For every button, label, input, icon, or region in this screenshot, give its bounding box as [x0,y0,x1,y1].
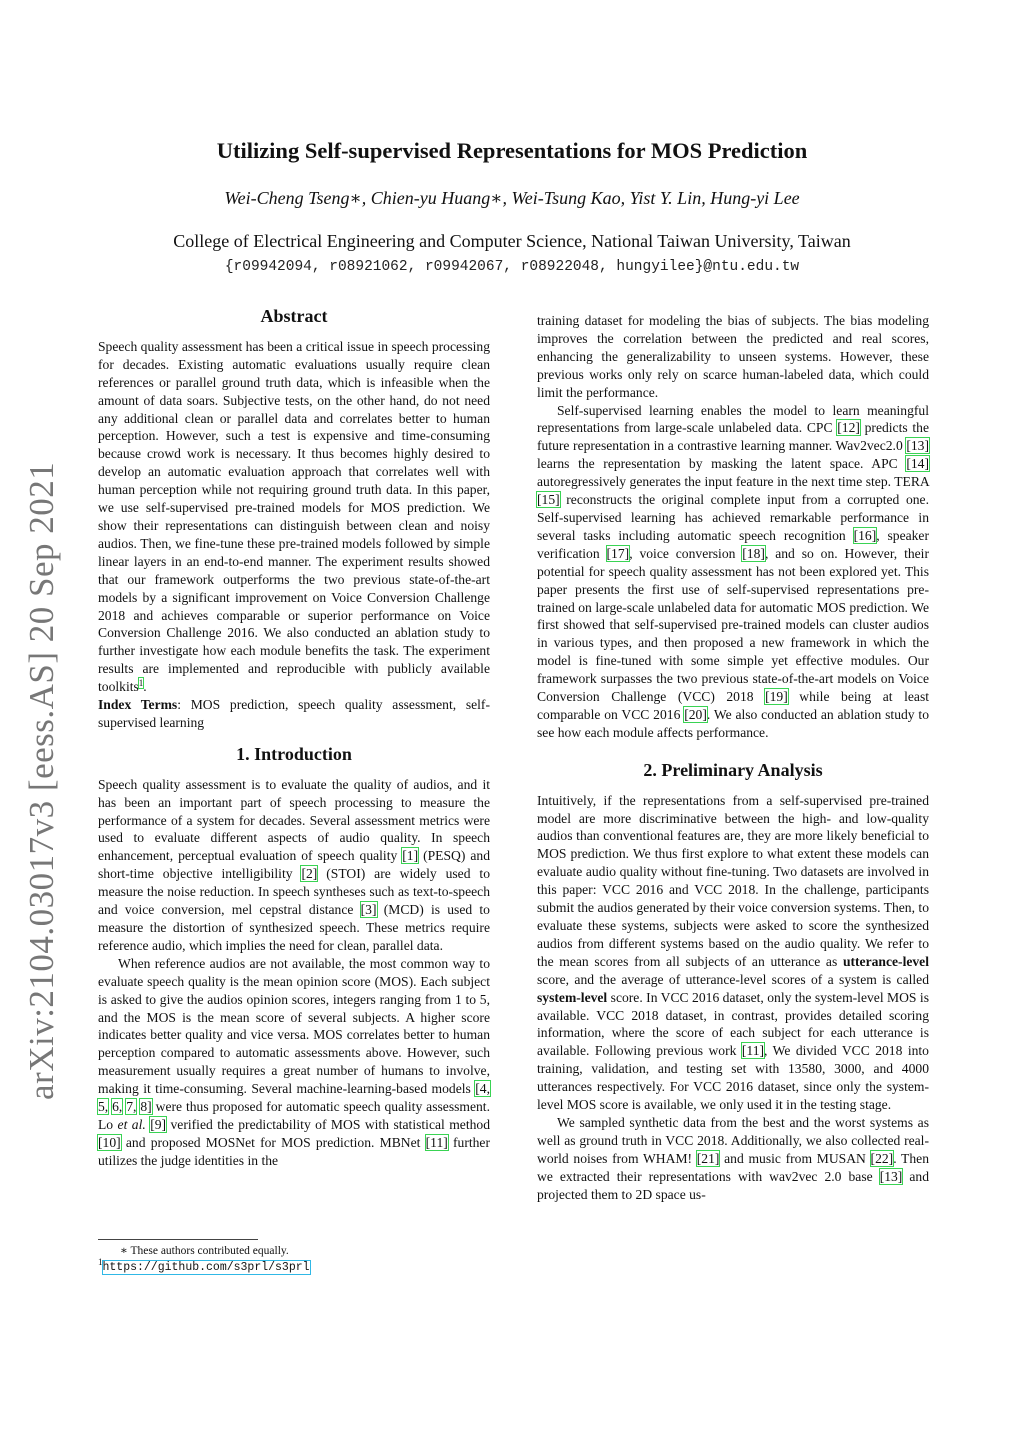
index-terms: Index Terms: MOS prediction, speech quality assessment, self-supervised learning [98,697,490,730]
citation-link[interactable]: [13] [906,438,929,454]
citation-link[interactable]: [18] [742,545,765,561]
citation-link[interactable]: [11] [741,1043,765,1059]
citation-link[interactable]: [17] [606,545,630,561]
affiliation: College of Electrical Engineering and Computer Science, National Taiwan University, Taiwan [173,231,851,251]
citation-link[interactable]: 5, [98,1099,109,1115]
intro-paragraph-1: Speech quality assessment is to evaluate the quality of audios, and it has been an important part of speech processing to measure the performance of a system for decades. Several assessment metrics were used to evaluate different aspects of audio quality. In speech enhancement, perceptual evaluation of speech quality [1] (PESQ) and short-time objective intelligibility [2] (STOI) are widely used to measure the noise reduction. In speech syntheses such as text-to-speech and voice conversion, mel cepstral distance [3] (MCD) is used to measure the distortion of synthesized speech. These metrics require reference audio, which implies the need for clean, parallel data. [98,776,491,953]
citation-link[interactable]: [13] [879,1168,903,1184]
citation-link[interactable]: [19] [765,689,788,705]
author-emails: {r09942094, r08921062, r09942067, r08922048, hungyilee}@ntu.edu.tw [224,259,800,275]
footnote-link[interactable]: 1 [138,677,144,688]
author-list: Wei-Cheng Tseng∗, Chien-yu Huang∗, Wei-Tsung Kao, Yist Y. Lin, Hung-yi Lee [224,188,800,208]
citation-link[interactable]: [11] [425,1134,448,1150]
citation-link[interactable]: [21] [696,1150,720,1166]
right-paragraph-4: We sampled synthetic data from the best and the worst systems as well as ground truth in VCC 2018. Additionally, we also collected real-world noises from WHAM! [21] and music from MUSAN [22]. Then we extracted their representations with wav2vec 2.0 base [13] and projected them to 2D space us- [537,1114,929,1202]
citation-link[interactable]: [12] [837,420,860,436]
citation-link[interactable]: [16] [853,527,877,543]
abstract-text: Speech quality assessment has been a critical issue in speech processing for decades. Existing automatic evaluations usually require clean references or parallel ground truth data, which is infeasible when the amount of data soars. Subjective tests, on the other hand, do not need any additional clean or parallel data and correlates better to human perception. However, such a test is expensive and time-consuming because crowd work is necessary. It thus becomes highly desired to develop an automatic evaluation approach that correlates well with human perception while not requiring ground truth data. In this paper, we use self-supervised pre-trained models for MOS prediction. We show their representations can distinguish between clean and noisy audios. Then, we fine-tune these pre-trained models followed by simple linear layers in an end-to-end manner. The experiment results showed that our framework outperforms the two previous state-of-the-art models by a significant improvement on Voice Conversion Challenge 2018 and achieves comparable or superior performance on Voice Conversion Challenge 2016. We also conducted an ablation study to further investigate how each module benefits the task. The experiment results are implemented and reproducible with publicly available toolkits$^1$. [98,338,490,695]
right-paragraph-3: Intuitively, if the representations from a self-supervised pre-trained model are more discriminative between the high- and low-quality audios than conventional features are, they are more likely beneficial to MOS prediction. We thus first explore to what extent these models can evaluate audio quality without fine-tuning. Two datasets are involved in this paper: VCC 2016 and VCC 2018. In the challenge, participants submit the audios generated by their voice conversion systems. Then, to evaluate these systems, subjects were asked to score the synthesized audios from different systems based on the audio quality. We refer to the mean scores from all subjects of an utterance as utterance-level score, and the average of utterance-level scores of a system is called system-level score. In VCC 2016 dataset, only the system-level MOS is available. VCC 2018 dataset, in contrast, provides detailed scoring information, where the score of each subject for each utterance is available. Following previous work [11], We divided VCC 2018 into training, validation, and testing set with 13580, 3000, and 4000 utterances respectively. For VCC 2016 dataset, since only the system-level MOS score is available, we only used it in the testing stage. [537,792,929,1113]
preliminary-analysis-heading: 2. Preliminary Analysis [643,759,823,780]
footnote-url: $^1$https://github.com/s3prl/s3prl [98,1257,310,1274]
right-paragraph-2: Self-supervised learning enables the model to learn meaningful representations from large-scale unlabeled data. CPC [12] predicts the future representation in a contrastive learning manner. Wav2vec2.0 [13] learns the representation by masking the latent space. APC [14] autoregressively generates the input feature in the next time step. TERA [15] reconstructs the original complete input from a corrupted one. Self-supervised learning has achieved remarkable performance in several tasks including automatic speech recognition [16], speaker verification [17], voice conversion [18], and so on. However, their potential for speech quality assessment has not been explored yet. This paper presents the first use of self-supervised representations pre-trained on large-scale unlabeled data for automatic MOS prediction. We first showed that self-supervised pre-trained models can cluster audios in various types, and then proposed a new framework in which the model is fine-tuned with some simple yet effective modules. Our framework surpasses the two previous state-of-the-art models on Voice Conversion Challenge (VCC) 2018 [19] while being at least comparable on VCC 2016 [20]. We also conducted an ablation study to see how each module affects performance. [537,402,930,740]
citation-link[interactable]: 8] [140,1099,152,1115]
right-column [537,312,929,1204]
paper-title: Utilizing Self-supervised Representations for MOS Prediction [216,138,808,163]
citation-link[interactable]: 6, [112,1099,123,1115]
citation-link[interactable]: [15] [537,492,560,508]
right-paragraph-1: training dataset for modeling the bias of subjects. The bias modeling improves the correlation between the predicted and real scores, enhancing the generalizability to unseen systems. However, these previous works only rely on scarce human-labeled data, which could limit the performance. [537,313,929,400]
citation-link[interactable]: 7, [126,1099,137,1115]
citation-link[interactable]: [14] [906,456,929,472]
citation-link[interactable]: [22] [870,1150,894,1166]
citation-link[interactable]: [4, [475,1081,490,1097]
footnotes [98,1239,490,1276]
citation-link[interactable]: [9] [150,1116,167,1132]
left-column [98,308,490,1170]
footnote-rule [98,1239,258,1240]
citation-link[interactable]: [2] [301,866,318,882]
github-link[interactable]: https://github.com/s3prl/s3prl [102,1261,310,1274]
citation-link[interactable]: [10] [98,1134,121,1150]
abstract-heading: Abstract [260,306,328,326]
citation-link[interactable]: [20] [684,706,707,722]
footnote-equal-contribution: ∗ These authors contributed equally. [120,1245,289,1257]
citation-link[interactable]: [1] [402,848,419,864]
intro-paragraph-2: When reference audios are not available, the most common way to evaluate speech quality is the mean opinion score (MOS). Each subject is asked to give the audios opinion scores, integers ranging from 1 to 5, and the MOS is the mean score of several subjects. A higher score indicates better quality and vice versa. MOS correlates better to human perception compared to automatic assessments above. However, such measurement usually requires a great number of humans to involve, making it time-consuming. Several machine-learning-based models [4, 5, 6, 7, 8] were thus proposed for automatic speech quality assessment. Lo et al. [9] verified the predictability of MOS with statistical method [10] and proposed MOSNet for MOS prediction. MBNet [11] further utilizes the judge identities in the [98,955,490,1168]
introduction-heading: 1. Introduction [236,743,352,764]
citation-link[interactable]: [3] [360,902,377,918]
